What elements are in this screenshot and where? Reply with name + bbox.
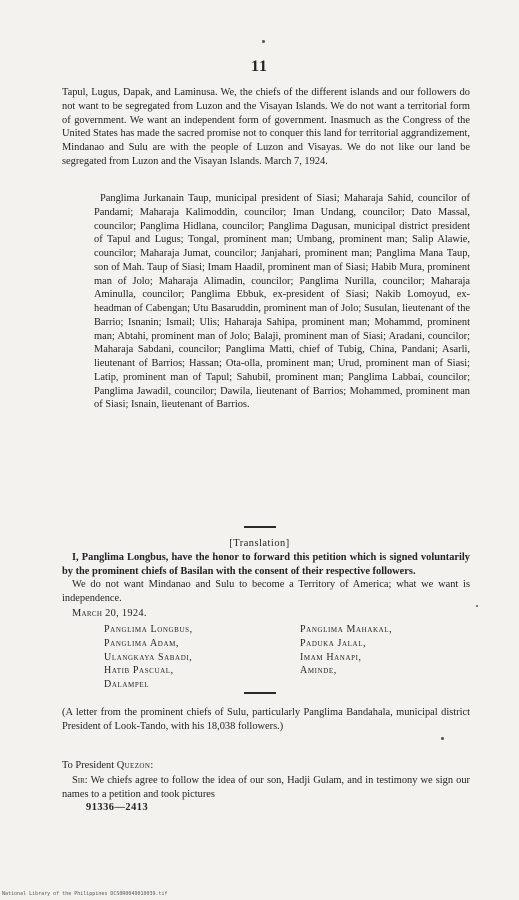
scan-speck <box>262 40 265 43</box>
letter-body-text: : We chiefs agree to follow the idea of our son, Hadji Gulam, and in testimony we sign our names to a petition and took pictures <box>62 775 470 800</box>
salutation: Sir <box>72 775 85 786</box>
letter-introduction: (A letter from the prominent chiefs of Sulu, particularly Panglima Bandahala, municipal district President of Look-Tando, with his 18,038 followers.) <box>62 707 470 732</box>
scan-speck <box>441 737 444 740</box>
addressee-colon: : <box>150 760 154 771</box>
addressee-name: Quezon <box>116 760 151 771</box>
scan-credit: National Library of the Philippines DCS0R0049010039.tif <box>2 891 168 897</box>
section-divider <box>244 692 276 694</box>
signatory-name: Panglima Mahakal, <box>300 624 393 635</box>
signatory-names-right <box>300 623 392 678</box>
translation-paragraph-1: I, Panglima Longbus, have the honor to forward this petition which is signed voluntarily by the prominent chiefs of Basilan with the consent of their respective followers. <box>62 552 470 577</box>
letter-addressee <box>62 760 153 771</box>
petition-paragraph: Tapul, Lugus, Dapak, and Laminusa. We, the chiefs of the different islands and our followers do not want to be segregated from Luzon and the Visayan Islands. We do not want a territorial form of government. We want an independent form of government. Inasmuch as the Congress of the United States has made the sacred promise not to conquer this land for territorial aggrandizement, Mindanao and Sulu are with the people of Luzon and Visayas. We do not like our land be segregated from Luzon and the Visayan Islands. March 7, 1924. <box>62 87 470 167</box>
signatory-name: Panglima Longbus, <box>104 624 193 635</box>
signers-list: Panglima Jurkanain Taup, municipal president of Siasi; Maharaja Sahid, councilor of Pandami; Maharaja Kalimoddin, councilor; Iman Undang, councilor; Dato Massal, councilor; Panglima Hidlana, councilor; Panglima Dagusan, municipal district president of Tapul and Lugus; Tongal, prominent man; Umbang, prominent man; Salip Alawie, councilor; Maharaja Jumat, councilor; Janjahari, prominent man; Panglima Mana Taup, son of Mah. Taup of Siasi; Imam Haadil, prominent man of Siasi; Habib Mura, prominent man of Jolo; Maharaja Alimadin, councilor; Panglima Nurilla, councilor; Maharaja Aminulla, councilor; Panglima Ebbuk, ex-president of Siasi; Nakib Lomoyud, ex-headman of Cabengan; Utu Basaruddin, prominent man of Jolo; Susulan, lieutenant of the Barrio; Isnanin; Ismail; Ulis; Haharaja Sahipa, prominent man; Mohammd, prominent man; Abtahi, prominent man of Jolo; Balaji, prominent man of Siasi; Aradani, councilor; Maharaja Sabdani, councilor; Panglima Matti, chief of Tubig, China, Pandani; Asarli, lieutenant of Barrios; Hassan; Ota-olla, prominent man; Urud, prominent man of Siasi; Latip, prominent man of Tapul; Sahubil, prominent man; Panglima Labbai, councilor; Panglima Jawadil, councilor; Dawila, lieutenant of Barrios; Mohammed, prominent man of Siasi; Isnain, lieutenant of Barrios. <box>94 193 470 411</box>
translation-heading: [Translation] <box>229 538 290 549</box>
signatory-name: Imam Hanapi, <box>300 651 362 663</box>
print-code: 91336—2413 <box>86 802 149 813</box>
signatory-names-left <box>104 623 193 692</box>
translation-paragraph-2: We do not want Mindanao and Sulu to become a Territory of America; what we want is independence. <box>62 579 470 604</box>
section-divider <box>244 526 276 528</box>
signatory-name: Ulangkaya Sabadi, <box>104 651 193 663</box>
signatory-name: Hatib Pascual, <box>104 665 174 677</box>
scan-speck <box>476 605 478 607</box>
signatory-name: Dalampel <box>104 679 150 691</box>
signatory-name: Aminde, <box>300 665 337 677</box>
signatory-name: Paduka Jalal, <box>300 637 367 649</box>
signatory-name: Panglima Adam, <box>104 637 180 649</box>
letter-body <box>62 774 470 802</box>
addressee-prefix: To President <box>62 760 115 771</box>
translation-date: March 20, 1924. <box>72 608 147 619</box>
page-number: 11 <box>250 58 269 75</box>
